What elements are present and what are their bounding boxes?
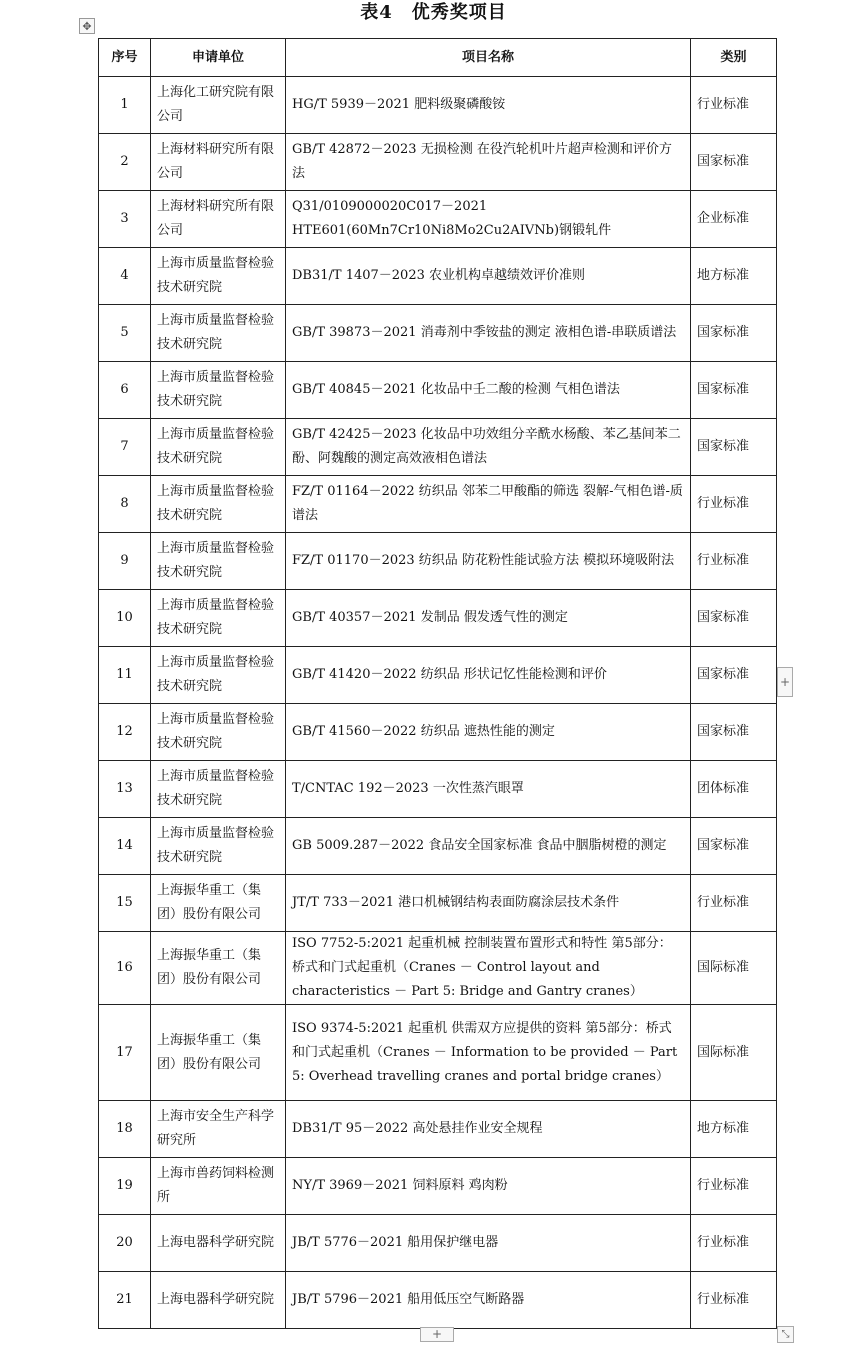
unit-cell: 上海市质量监督检验技术研究院	[151, 248, 286, 305]
project-cell: T/CNTAC 192－2023 一次性蒸汽眼罩	[286, 761, 691, 818]
index-cell: 9	[99, 533, 151, 590]
table-row	[99, 1272, 777, 1329]
project-cell: DB31/T 95－2022 高处悬挂作业安全规程	[286, 1101, 691, 1158]
category-cell: 地方标准	[691, 248, 777, 305]
index-cell: 20	[99, 1215, 151, 1272]
project-cell: GB/T 41420－2022 纺织品 形状记忆性能检测和评价	[286, 647, 691, 704]
header-row	[99, 39, 777, 77]
category-cell: 企业标准	[691, 191, 777, 248]
table-row	[99, 932, 777, 1005]
category-cell: 国家标准	[691, 134, 777, 191]
project-cell: ISO 9374-5:2021 起重机 供需双方应提供的资料 第5部分：桥式和门式起重机（Cranes － Information to be provided － Part 5: Overhead travelling cranes and portal bridge cranes）	[286, 1005, 691, 1101]
index-cell: 18	[99, 1101, 151, 1158]
table-row	[99, 1101, 777, 1158]
index-cell: 13	[99, 761, 151, 818]
project-cell: GB/T 42425－2023 化妆品中功效组分辛酰水杨酸、苯乙基间苯二酚、阿魏酸的测定高效液相色谱法	[286, 419, 691, 476]
category-cell: 行业标准	[691, 875, 777, 932]
unit-cell: 上海市质量监督检验技术研究院	[151, 419, 286, 476]
table-row	[99, 191, 777, 248]
table-row	[99, 590, 777, 647]
index-cell: 11	[99, 647, 151, 704]
project-cell: JB/T 5796－2021 船用低压空气断路器	[286, 1272, 691, 1329]
project-cell: JT/T 733－2021 港口机械钢结构表面防腐涂层技术条件	[286, 875, 691, 932]
category-cell: 国家标准	[691, 647, 777, 704]
unit-cell: 上海材料研究所有限公司	[151, 191, 286, 248]
add-row-icon[interactable]: +	[420, 1327, 454, 1342]
table-title: 表4 优秀奖项目	[360, 2, 507, 23]
table-row	[99, 818, 777, 875]
header-cell-unit: 申请单位	[151, 39, 286, 77]
category-cell: 行业标准	[691, 1158, 777, 1215]
table-row	[99, 704, 777, 761]
project-cell: GB/T 42872－2023 无损检测 在役汽轮机叶片超声检测和评价方法	[286, 134, 691, 191]
table-row	[99, 1158, 777, 1215]
project-cell: HG/T 5939－2021 肥料级聚磷酸铵	[286, 77, 691, 134]
unit-cell: 上海电器科学研究院	[151, 1215, 286, 1272]
category-cell: 国际标准	[691, 932, 777, 1005]
project-cell: Q31/0109000020C017－2021 HTE601(60Mn7Cr10Ni8Mo2Cu2AIVNb)钢锻轧件	[286, 191, 691, 248]
project-cell: ISO 7752-5:2021 起重机械 控制装置布置形式和特性 第5部分：桥式和门式起重机（Cranes － Control layout and characteristics － Part 5: Bridge and Gantry cranes）	[286, 932, 691, 1005]
table-row	[99, 362, 777, 419]
category-cell: 国家标准	[691, 704, 777, 761]
table-row	[99, 419, 777, 476]
project-cell: GB 5009.287－2022 食品安全国家标准 食品中胭脂树橙的测定	[286, 818, 691, 875]
index-cell: 8	[99, 476, 151, 533]
category-cell: 行业标准	[691, 1215, 777, 1272]
awards-table	[98, 38, 777, 1329]
unit-cell: 上海市质量监督检验技术研究院	[151, 761, 286, 818]
project-cell: GB/T 40357－2021 发制品 假发透气性的测定	[286, 590, 691, 647]
unit-cell: 上海市质量监督检验技术研究院	[151, 647, 286, 704]
project-cell: GB/T 39873－2021 消毒剂中季铵盐的测定 液相色谱-串联质谱法	[286, 305, 691, 362]
project-cell: JB/T 5776－2021 船用保护继电器	[286, 1215, 691, 1272]
unit-cell: 上海化工研究院有限公司	[151, 77, 286, 134]
index-cell: 5	[99, 305, 151, 362]
index-cell: 19	[99, 1158, 151, 1215]
unit-cell: 上海市质量监督检验技术研究院	[151, 476, 286, 533]
project-cell: FZ/T 01170－2023 纺织品 防花粉性能试验方法 模拟环境吸附法	[286, 533, 691, 590]
unit-cell: 上海振华重工（集团）股份有限公司	[151, 1005, 286, 1101]
unit-cell: 上海振华重工（集团）股份有限公司	[151, 932, 286, 1005]
category-cell: 国家标准	[691, 818, 777, 875]
index-cell: 21	[99, 1272, 151, 1329]
category-cell: 行业标准	[691, 1272, 777, 1329]
index-cell: 3	[99, 191, 151, 248]
category-cell: 地方标准	[691, 1101, 777, 1158]
category-cell: 行业标准	[691, 77, 777, 134]
unit-cell: 上海市质量监督检验技术研究院	[151, 533, 286, 590]
index-cell: 10	[99, 590, 151, 647]
category-cell: 国家标准	[691, 419, 777, 476]
unit-cell: 上海市质量监督检验技术研究院	[151, 704, 286, 761]
project-cell: DB31/T 1407－2023 农业机构卓越绩效评价准则	[286, 248, 691, 305]
unit-cell: 上海电器科学研究院	[151, 1272, 286, 1329]
header-cell-project: 项目名称	[286, 39, 691, 77]
table-row	[99, 761, 777, 818]
table-row	[99, 134, 777, 191]
header-cell-category: 类别	[691, 39, 777, 77]
table-row	[99, 875, 777, 932]
index-cell: 1	[99, 77, 151, 134]
category-cell: 行业标准	[691, 533, 777, 590]
table-row	[99, 533, 777, 590]
index-cell: 7	[99, 419, 151, 476]
table-row	[99, 647, 777, 704]
table-row	[99, 248, 777, 305]
index-cell: 12	[99, 704, 151, 761]
index-cell: 15	[99, 875, 151, 932]
index-cell: 4	[99, 248, 151, 305]
table-row	[99, 77, 777, 134]
unit-cell: 上海市兽药饲料检测所	[151, 1158, 286, 1215]
category-cell: 国家标准	[691, 590, 777, 647]
unit-cell: 上海市质量监督检验技术研究院	[151, 305, 286, 362]
project-cell: GB/T 41560－2022 纺织品 遮热性能的测定	[286, 704, 691, 761]
project-cell: GB/T 40845－2021 化妆品中壬二酸的检测 气相色谱法	[286, 362, 691, 419]
index-cell: 17	[99, 1005, 151, 1101]
header-cell-index: 序号	[99, 39, 151, 77]
project-cell: FZ/T 01164－2022 纺织品 邻苯二甲酸酯的筛选 裂解-气相色谱-质谱法	[286, 476, 691, 533]
table-row	[99, 476, 777, 533]
add-column-icon[interactable]: +	[777, 667, 793, 697]
table-move-icon[interactable]: ✥	[79, 18, 95, 34]
category-cell: 国家标准	[691, 305, 777, 362]
unit-cell: 上海市质量监督检验技术研究院	[151, 590, 286, 647]
index-cell: 6	[99, 362, 151, 419]
table-row	[99, 305, 777, 362]
unit-cell: 上海市质量监督检验技术研究院	[151, 818, 286, 875]
table-row	[99, 1005, 777, 1101]
unit-cell: 上海振华重工（集团）股份有限公司	[151, 875, 286, 932]
index-cell: 14	[99, 818, 151, 875]
unit-cell: 上海市安全生产科学研究所	[151, 1101, 286, 1158]
table-row	[99, 1215, 777, 1272]
unit-cell: 上海材料研究所有限公司	[151, 134, 286, 191]
category-cell: 团体标准	[691, 761, 777, 818]
index-cell: 2	[99, 134, 151, 191]
index-cell: 16	[99, 932, 151, 1005]
project-cell: NY/T 3969－2021 饲料原料 鸡肉粉	[286, 1158, 691, 1215]
category-cell: 国际标准	[691, 1005, 777, 1101]
category-cell: 国家标准	[691, 362, 777, 419]
table-resize-icon[interactable]: ⤡	[777, 1326, 794, 1343]
category-cell: 行业标准	[691, 476, 777, 533]
unit-cell: 上海市质量监督检验技术研究院	[151, 362, 286, 419]
